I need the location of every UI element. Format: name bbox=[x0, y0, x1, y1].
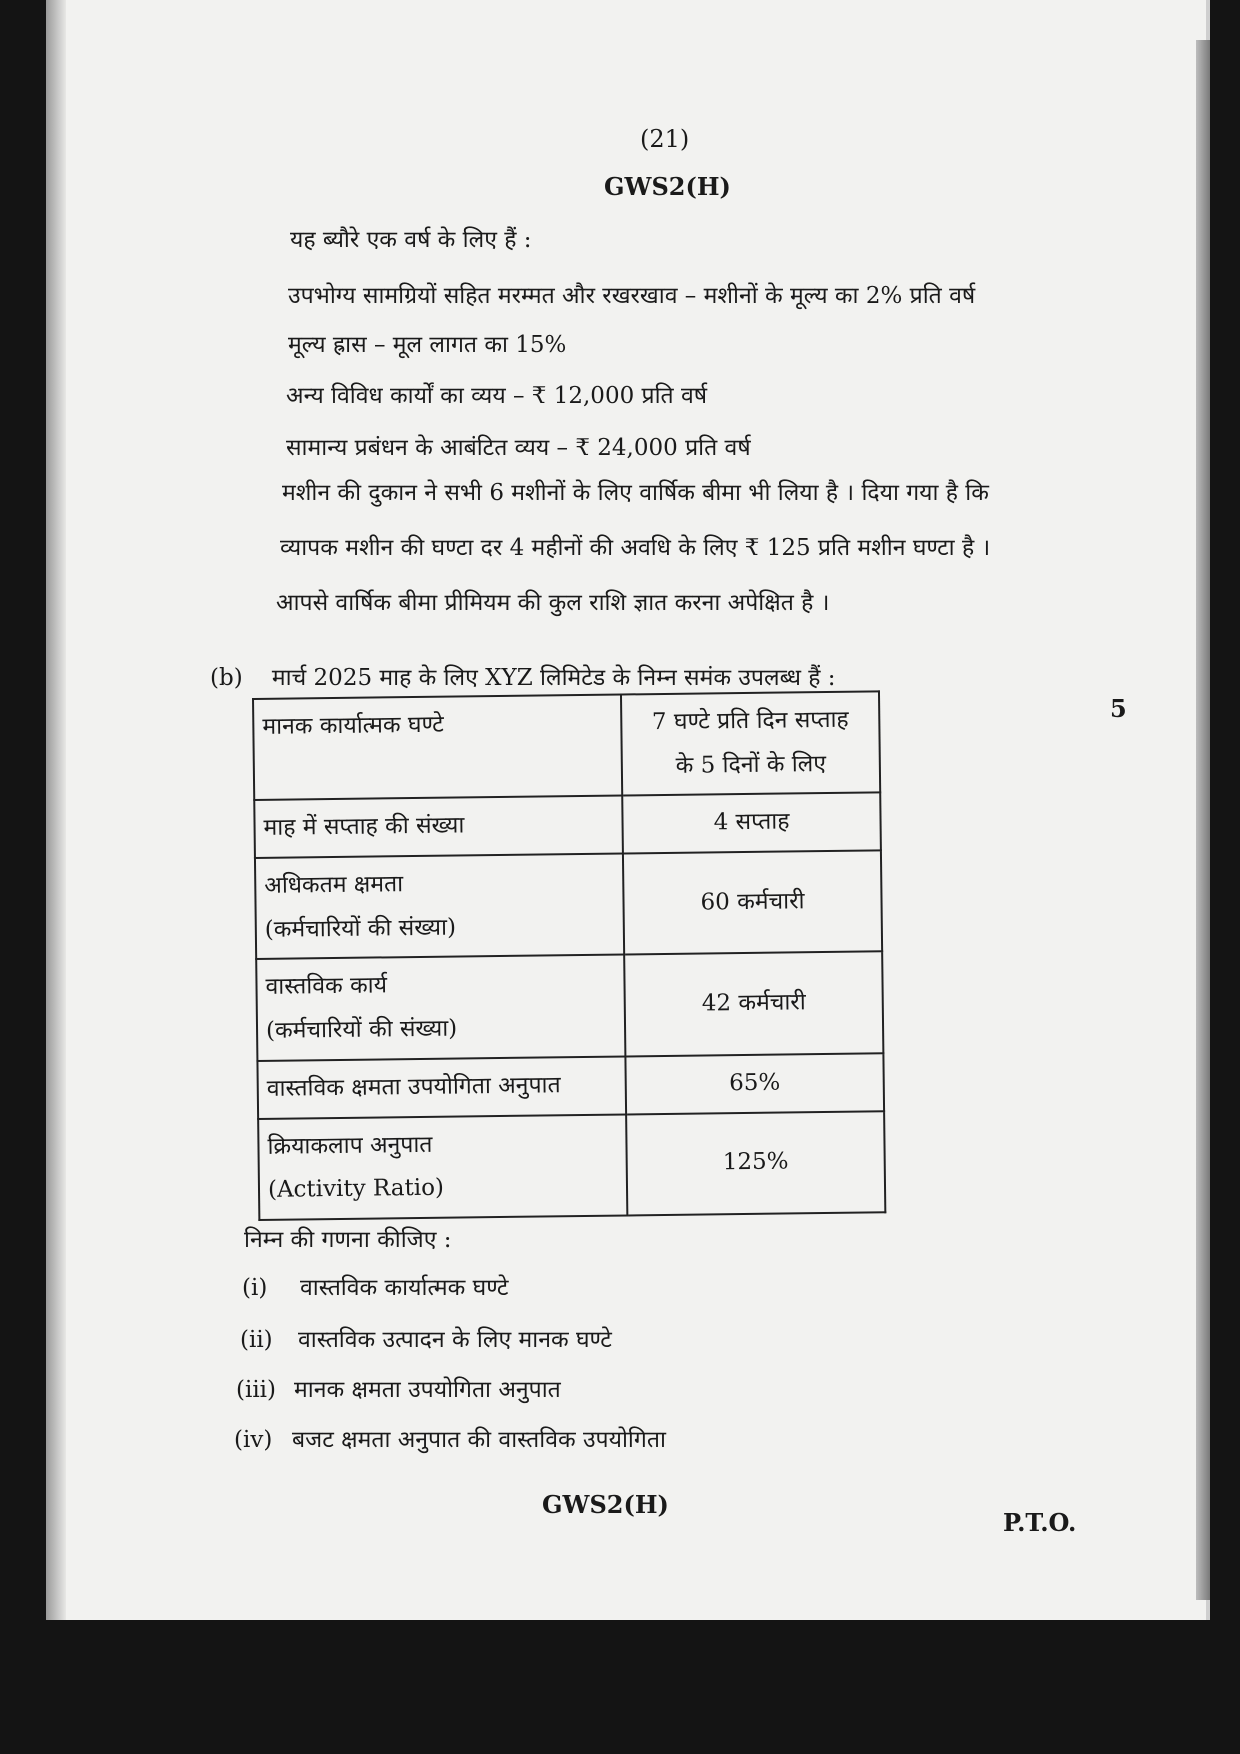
row-label: वास्तविक क्षमता उपयोगिता अनुपात bbox=[257, 1056, 626, 1118]
sub-question-number: (iii) bbox=[236, 1377, 277, 1403]
sub-question bbox=[234, 1422, 666, 1454]
sub-question-text: मानक क्षमता उपयोगिता अनुपात bbox=[294, 1377, 561, 1403]
table-row bbox=[255, 850, 882, 959]
intro-line: व्यापक मशीन की घण्टा दर 4 महीनों की अवधि के लिए ₹ 125 प्रति मशीन घण्टा है । bbox=[280, 535, 991, 561]
please-turn-over: P.T.O. bbox=[1003, 1508, 1077, 1537]
sub-question bbox=[240, 1322, 612, 1354]
table-row bbox=[254, 793, 881, 858]
sub-question-number: (iv) bbox=[234, 1427, 273, 1453]
row-label: क्रियाकलाप अनुपात (Activity Ratio) bbox=[258, 1114, 627, 1220]
page-edge bbox=[1196, 40, 1210, 1600]
table-row bbox=[257, 1053, 884, 1118]
row-label: माह में सप्ताह की संख्या bbox=[254, 796, 623, 858]
instruction-text: निम्न की गणना कीजिए : bbox=[244, 1227, 452, 1253]
sub-question bbox=[236, 1372, 561, 1404]
row-value: 125% bbox=[626, 1111, 885, 1216]
row-label: मानक कार्यात्मक घण्टे bbox=[253, 694, 622, 800]
sub-question bbox=[242, 1270, 509, 1302]
sub-question-text: वास्तविक कार्यात्मक घण्टे bbox=[300, 1275, 509, 1301]
row-value: 42 कर्मचारी bbox=[624, 952, 883, 1057]
row-value: 4 सप्ताह bbox=[622, 793, 881, 854]
page-number: (21) bbox=[640, 125, 690, 153]
intro-line: सामान्य प्रबंधन के आबंटित व्यय – ₹ 24,000 प्रति वर्ष bbox=[286, 435, 751, 461]
intro-line: उपभोग्य सामग्रियों सहित मरम्मत और रखरखाव – मशीनों के मूल्य का 2% प्रति वर्ष bbox=[288, 283, 976, 309]
question-b bbox=[210, 660, 836, 692]
row-value: 60 कर्मचारी bbox=[623, 850, 882, 955]
row-value: 65% bbox=[625, 1053, 884, 1114]
sub-question-text: वास्तविक उत्पादन के लिए मानक घण्टे bbox=[298, 1327, 612, 1353]
row-label: वास्तविक कार्य (कर्मचारियों की संख्या) bbox=[256, 955, 625, 1061]
sub-question-text: बजट क्षमता अनुपात की वास्तविक उपयोगिता bbox=[292, 1427, 666, 1453]
table-row bbox=[256, 952, 883, 1061]
intro-line: आपसे वार्षिक बीमा प्रीमियम की कुल राशि ज्ञात करना अपेक्षित है । bbox=[276, 590, 830, 616]
intro-line: मूल्य ह्रास – मूल लागत का 15% bbox=[288, 332, 567, 358]
row-label: अधिकतम क्षमता (कर्मचारियों की संख्या) bbox=[255, 854, 624, 960]
intro-line: यह ब्यौरे एक वर्ष के लिए हैं : bbox=[290, 227, 532, 253]
paper-code-bottom: GWS2(H) bbox=[542, 1490, 669, 1519]
question-b-text: मार्च 2025 माह के लिए XYZ लिमिटेड के निम्न समंक उपलब्ध हैं : bbox=[271, 665, 836, 691]
question-marks: 5 bbox=[1110, 694, 1127, 723]
paper-code-top: GWS2(H) bbox=[604, 172, 731, 201]
sub-question-number: (ii) bbox=[240, 1327, 273, 1353]
page-fold-shadow bbox=[46, 0, 66, 1620]
intro-line: अन्य विविध कार्यों का व्यय – ₹ 12,000 प्रति वर्ष bbox=[286, 383, 708, 409]
row-value: 7 घण्टे प्रति दिन सप्ताह के 5 दिनों के लिए bbox=[621, 691, 880, 796]
data-table bbox=[252, 690, 886, 1221]
intro-line: मशीन की दुकान ने सभी 6 मशीनों के लिए वार्षिक बीमा भी लिया है । दिया गया है कि bbox=[282, 480, 989, 506]
table-row bbox=[253, 691, 880, 800]
sub-question-number: (i) bbox=[242, 1275, 268, 1301]
table-row bbox=[258, 1111, 885, 1220]
question-b-label: (b) bbox=[210, 665, 243, 691]
